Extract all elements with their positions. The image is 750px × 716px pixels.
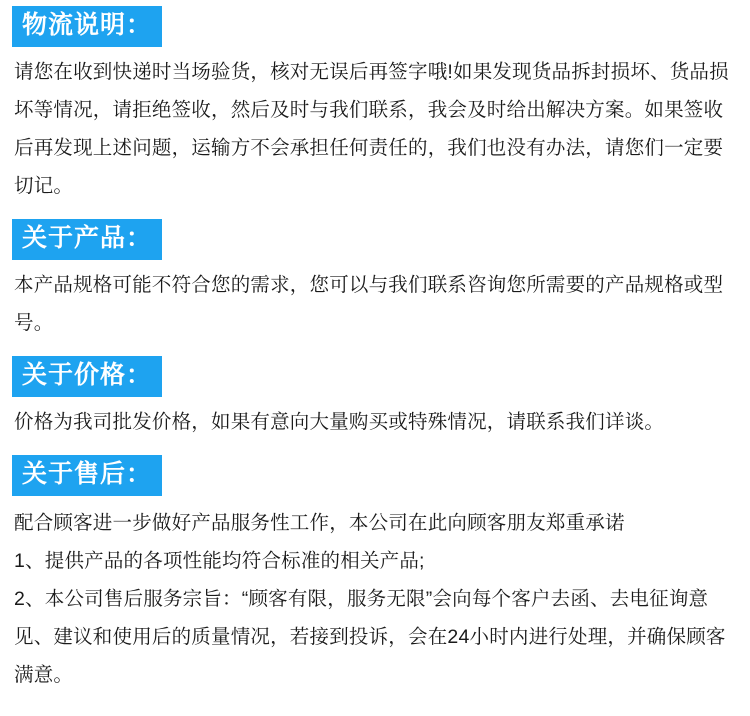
section-aftersale-body xyxy=(12,504,738,694)
section-aftersale-header: 关于售后： xyxy=(12,455,162,496)
paragraph: 请您在收到快递时当场验货，核对无误后再签字哦!如果发现货品拆封损坏、货品损坏等情况，请拒绝签收，然后及时与我们联系，我会及时给出解决方案。如果签收后再发现上述问题，运输方不会承担任何责任的，我们也没有办法，请您们一定要切记。 xyxy=(14,61,729,197)
section-logistics-body xyxy=(12,53,738,205)
section-logistics-header: 物流说明： xyxy=(12,6,162,47)
section-product-body xyxy=(12,266,738,342)
paragraph: 本产品规格可能不符合您的需求，您可以与我们联系咨询您所需要的产品规格或型号。 xyxy=(14,274,724,334)
paragraph: 1、提供产品的各项性能均符合标准的相关产品; xyxy=(14,550,425,572)
section-price-header: 关于价格： xyxy=(12,356,162,397)
section-aftersale xyxy=(12,455,738,694)
promo-info-page xyxy=(0,6,750,716)
section-price-body xyxy=(12,403,738,441)
section-price xyxy=(12,356,738,441)
paragraph: 价格为我司批发价格，如果有意向大量购买或特殊情况，请联系我们详谈。 xyxy=(14,411,665,433)
section-logistics xyxy=(12,6,738,205)
section-product-header: 关于产品： xyxy=(12,219,162,260)
paragraph: 2、本公司售后服务宗旨：“顾客有限，服务无限”会向每个客户去函、去电征询意见、建议和使用后的质量情况，若接到投诉，会在24小时内进行处理，并确保顾客满意。 xyxy=(14,588,726,686)
section-product xyxy=(12,219,738,342)
paragraph: 配合顾客进一步做好产品服务性工作，本公司在此向顾客朋友郑重承诺 xyxy=(14,512,625,534)
